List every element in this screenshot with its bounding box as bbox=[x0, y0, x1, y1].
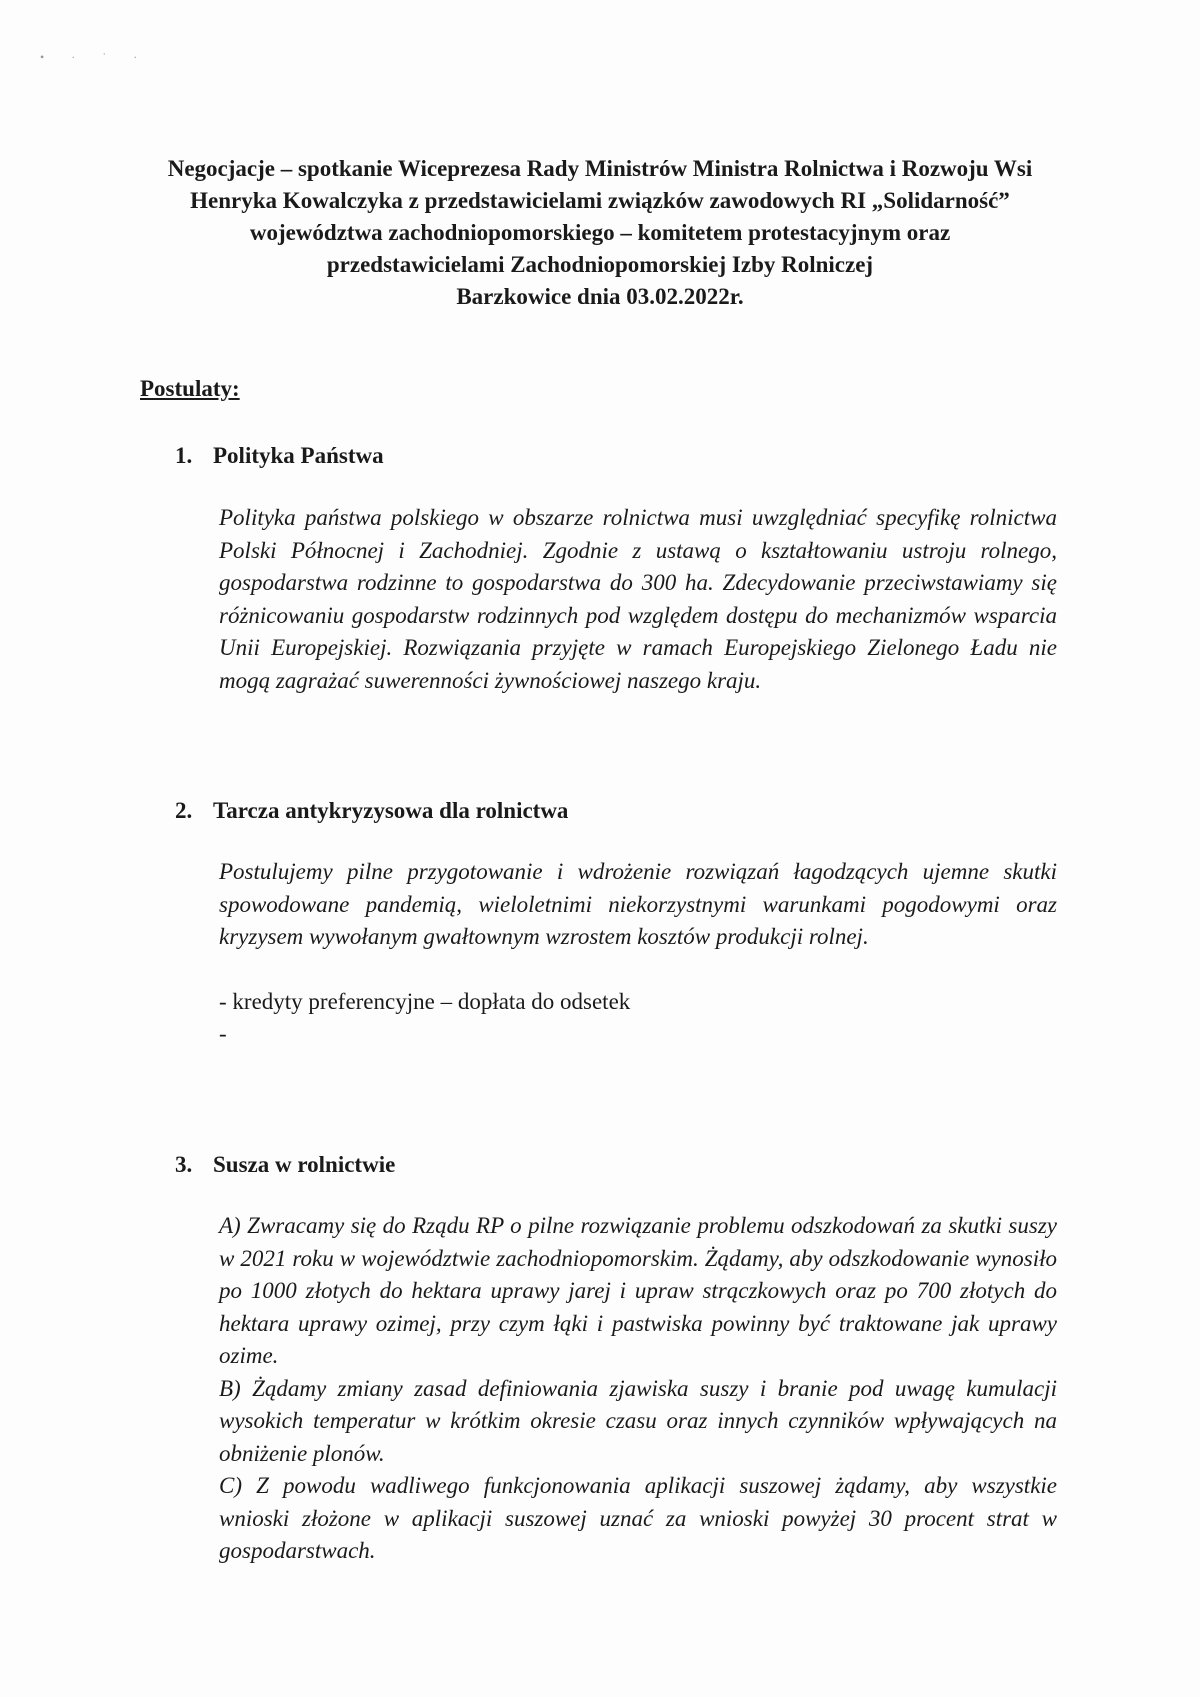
section-2-heading bbox=[175, 798, 568, 824]
list-item: - bbox=[219, 1021, 227, 1046]
paragraph: B) Żądamy zmiany zasad definiowania zjawiska suszy i branie pod uwagę kumulacji wysokich temperatur w krótkim okresie czasu oraz innych czynników wpływających na obniżenie plonów. bbox=[219, 1375, 1057, 1466]
section-3-body bbox=[219, 1210, 1057, 1568]
section-title: Tarcza antykryzysowa dla rolnictwa bbox=[213, 798, 569, 823]
section-3-heading bbox=[175, 1152, 395, 1178]
title-line: województwa zachodniopomorskiego – komitetem protestacyjnym oraz bbox=[249, 220, 951, 245]
section-2-body bbox=[219, 856, 1057, 954]
list-item: - kredyty preferencyjne – dopłata do odsetek bbox=[219, 989, 631, 1014]
title-line: Negocjacje – spotkanie Wiceprezesa Rady Ministrów Ministra Rolnictwa i Rozwoju Wsi bbox=[167, 156, 1033, 181]
paragraph: A) Zwracamy się do Rządu RP o pilne rozwiązanie problemu odszkodowań za skutki suszy w 2021 roku w województwie zachodniopomorskim. Żądamy, aby odszkodowanie wynosiło po 1000 złotych do hektara uprawy jarej i upraw strączkowych oraz po 700 złotych do hektara uprawy ozimej, przy czym łąki i pastwiska powinny być traktowane jak uprawy ozime. bbox=[219, 1213, 1057, 1368]
section-number: 2. bbox=[175, 798, 193, 823]
section-title: Susza w rolnictwie bbox=[213, 1152, 396, 1177]
postulaty-heading: Postulaty: bbox=[140, 376, 240, 401]
paragraph: Postulujemy pilne przygotowanie i wdrożenie rozwiązań łagodzących ujemne skutki spowodowane pandemią, wieloletnimi niekorzystnymi warunkami pogodowymi oraz kryzysem wywołanym gwałtownym wzrostem kosztów produkcji rolnej. bbox=[219, 859, 1057, 949]
title-line: przedstawicielami Zachodniopomorskiej Izby Rolniczej bbox=[326, 252, 874, 277]
section-2-list bbox=[219, 986, 630, 1050]
section-number: 3. bbox=[175, 1152, 193, 1177]
document-title bbox=[110, 153, 1090, 313]
scan-artifacts: • · ˙ · bbox=[40, 50, 150, 64]
paragraph: Polityka państwa polskiego w obszarze rolnictwa musi uwzględniać specyfikę rolnictwa Polski Północnej i Zachodniej. Zgodnie z ustawą o kształtowaniu ustroju rolnego, gospodarstwa rodzinne to gospodarstwa do 300 ha. Zdecydowanie przeciwstawiamy się różnicowaniu gospodarstw rodzinnych pod względem dostępu do mechanizmów wsparcia Unii Europejskiej. Rozwiązania przyjęte w ramach Europejskiego Zielonego Ładu nie mogą zagrażać suwerenności żywnościowej naszego kraju. bbox=[219, 505, 1057, 693]
title-line: Henryka Kowalczyka z przedstawicielami związków zawodowych RI „Solidarność” bbox=[190, 188, 1010, 213]
paragraph: C) Z powodu wadliwego funkcjonowania aplikacji suszowej żądamy, aby wszystkie wnioski złożone w aplikacji suszowej uznać za wnioski powyżej 30 procent strat w gospodarstwach. bbox=[219, 1473, 1057, 1563]
section-title: Polityka Państwa bbox=[213, 443, 384, 468]
section-1-body bbox=[219, 502, 1057, 697]
section-1-heading bbox=[175, 443, 384, 469]
section-number: 1. bbox=[175, 443, 193, 468]
title-date-line: Barzkowice dnia 03.02.2022r. bbox=[456, 284, 744, 309]
